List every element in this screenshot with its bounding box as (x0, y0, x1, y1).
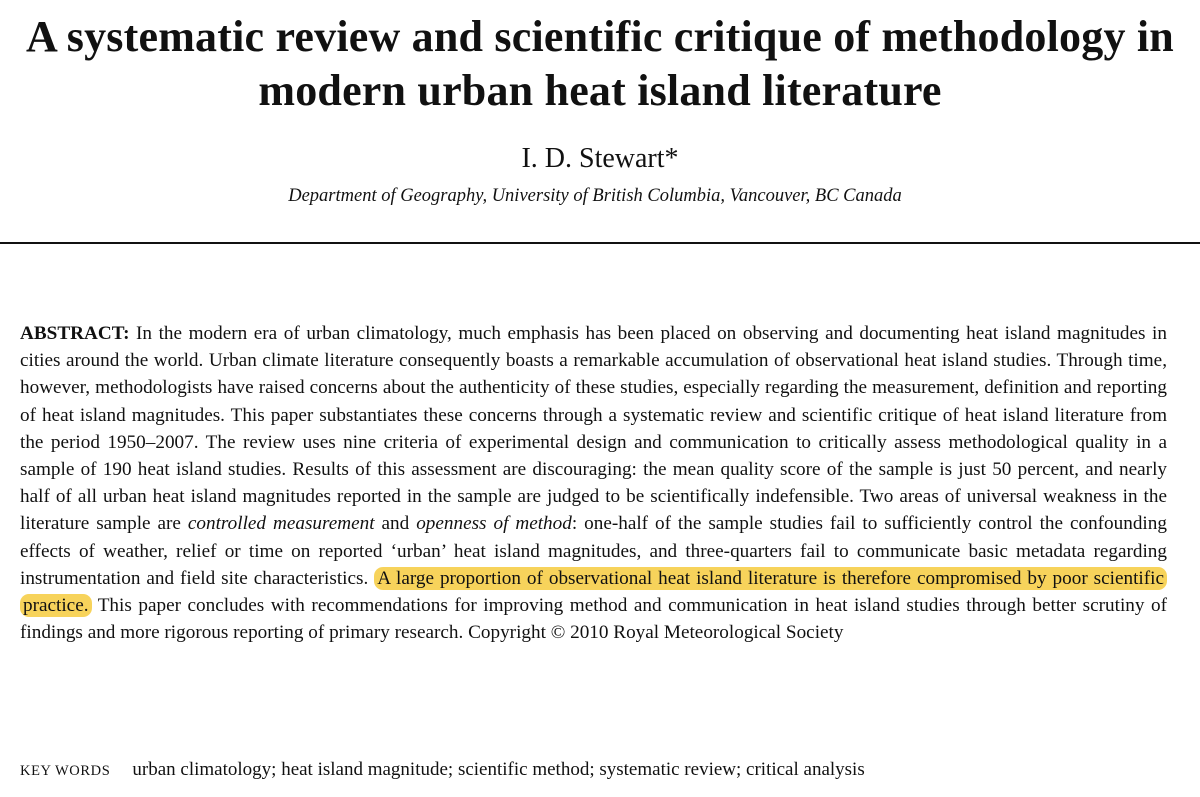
header-divider (0, 242, 1200, 244)
author-affiliation: Department of Geography, University of British Columbia, Vancouver, BC Canada (288, 186, 902, 206)
keywords-label: KEY WORDS (20, 763, 111, 779)
abstract-text-part-2: and (374, 513, 417, 535)
abstract-text-part-1: In the modern era of urban climatology, much emphasis has been placed on observing and documenting heat island magnitudes in cities around the world. Urban climate literature consequently boasts a remarkable accumulation of observational heat island studies. Through time, however, methodologists have raised concerns about the authenticity of these studies, especially regarding the measurement, definition and reporting of heat island magnitudes. This paper substantiates these concerns through a systematic review and scientific critique of heat island literature from the period 1950–2007. The review uses nine criteria of experimental design and communication to critically assess methodological quality in a sample of 190 heat island studies. Results of this assessment are discouraging: the mean quality score of the sample is just 50 percent, and nearly half of all urban heat island magnitudes reported in the sample are judged to be scientifically indefensible. Two areas of universal weakness in the literature sample are (20, 323, 1167, 535)
abstract-emphasis-openness-of-method: openness of method (416, 513, 572, 535)
abstract-emphasis-controlled-measurement: controlled measurement (187, 513, 375, 535)
title-line-2: modern urban heat island literature (258, 66, 942, 115)
abstract-label: ABSTRACT: (20, 323, 130, 344)
abstract-text-part-3: : one-half of the sample studies fail to sufficiently control the confounding effects of weather, relief or time on reported ‘urban’ heat island magnitudes, and three-quarters fail to communicate basic metadata regarding instrumentation and field site characteristics. (20, 513, 1167, 589)
author-name: I. D. Stewart* (521, 143, 679, 174)
abstract-text-part-4: This paper concludes with recommendations for improving method and communication in heat island studies through better scrutiny of findings and more rigorous reporting of primary research. Copyright © 2010 Royal Meteorological Society (20, 595, 1167, 644)
keywords-text: urban climatology; heat island magnitude; scientific method; systematic review; critical analysis (132, 759, 865, 780)
title-line-1: A systematic review and scientific critique of methodology in (26, 12, 1174, 61)
paper-title (0, 10, 1200, 118)
keywords-line (20, 757, 1170, 784)
abstract-highlighted-sentence: A large proportion of observational heat island literature is therefore compromised by poor scientific practice. (20, 567, 1167, 617)
abstract-paragraph (20, 320, 1167, 646)
